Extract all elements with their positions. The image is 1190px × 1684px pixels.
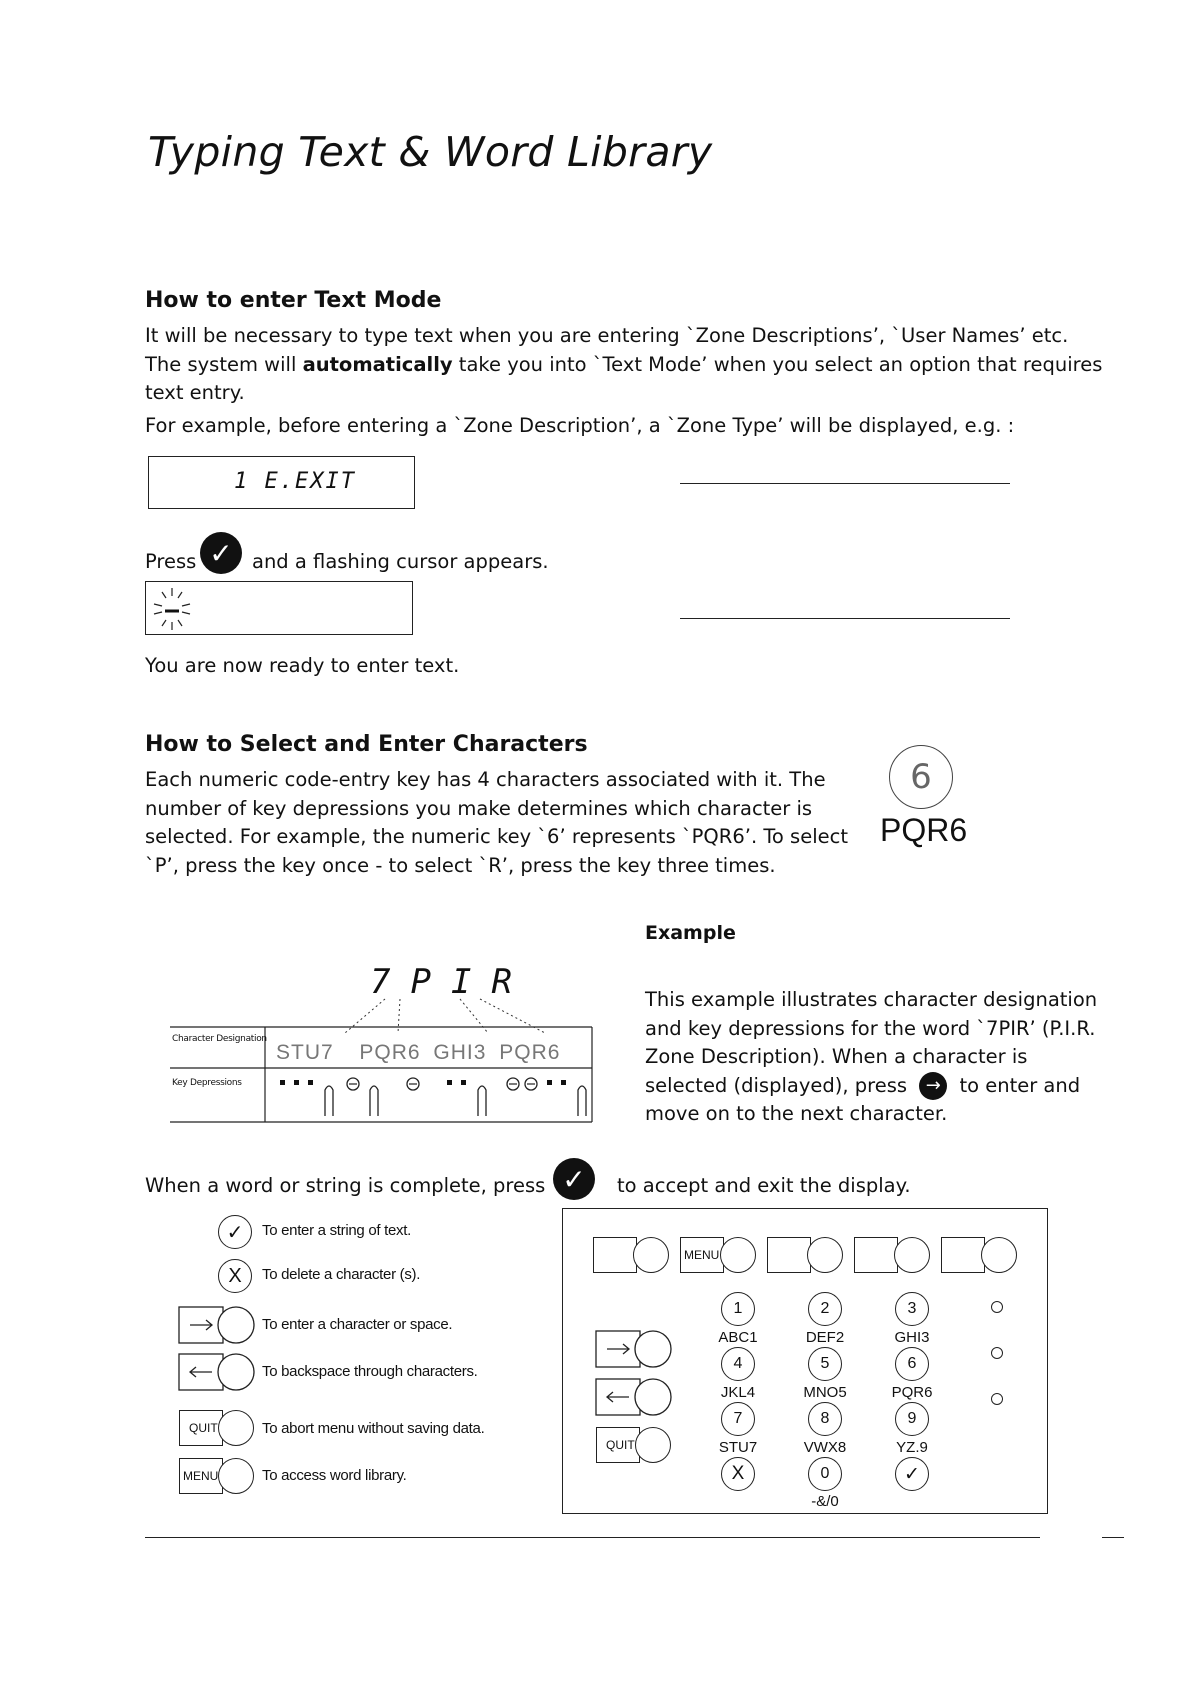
text-mode-paragraph xyxy=(145,322,1105,408)
key-circle xyxy=(807,1237,843,1273)
display-char: 7 xyxy=(370,962,411,1002)
para-line: It will be necessary to type text when you are entering `Zone Descriptions’, `User Names’ etc. xyxy=(145,324,1069,347)
legend-accept: To enter a string of text. xyxy=(262,1222,411,1239)
legend-menu: To access word library. xyxy=(262,1467,407,1484)
key-8[interactable]: 8 xyxy=(808,1402,842,1436)
note-line xyxy=(680,483,1010,484)
key-circle xyxy=(981,1237,1017,1273)
quit-key[interactable] xyxy=(595,1425,675,1467)
key-box xyxy=(941,1237,985,1273)
menu-key-icon xyxy=(178,1456,258,1498)
quit-key-label: QUIT xyxy=(179,1410,223,1446)
accept-key-icon: ✓ xyxy=(218,1215,252,1249)
key-delete[interactable]: X xyxy=(721,1457,755,1491)
para-text: The system will xyxy=(145,352,303,376)
function-key[interactable] xyxy=(941,1235,1021,1277)
key-circle xyxy=(633,1237,669,1273)
para-line: selected. For example, the numeric key `6’ represents `PQR6’. To select xyxy=(145,825,848,848)
example-paragraph xyxy=(645,986,1105,1129)
lcd-display-cursor xyxy=(145,581,413,635)
para-line: number of key depressions you make determines which character is xyxy=(145,796,813,820)
example-heading: Example xyxy=(645,922,736,944)
key-circle xyxy=(218,1458,254,1494)
char-group: PQR6 xyxy=(359,1041,421,1064)
display-char: I xyxy=(450,962,492,1002)
delete-key-icon: X xyxy=(218,1259,252,1293)
page-title: Typing Text & Word Library xyxy=(148,128,713,176)
para-line: and key depressions for the word `7PIR’ (P.I.R. xyxy=(645,1016,1096,1040)
key-6-icon xyxy=(889,745,953,809)
lcd-text: 1 E.EXIT xyxy=(234,469,356,494)
complete-text-b: to accept and exit the display. xyxy=(617,1174,911,1197)
char-group: STU7 xyxy=(276,1041,334,1064)
lcd-display-zone-type xyxy=(148,456,415,509)
row-label-depressions: Key Depressions xyxy=(172,1078,242,1088)
emphasis-text: automatically xyxy=(302,352,453,376)
complete-text-a: When a word or string is complete, press xyxy=(145,1174,546,1197)
menu-key-label: MENU xyxy=(179,1458,223,1494)
key-accept[interactable]: ✓ xyxy=(895,1457,929,1491)
legend-quit: To abort menu without saving data. xyxy=(262,1420,485,1437)
menu-function-key[interactable] xyxy=(680,1235,760,1277)
para-text: selected (displayed), press xyxy=(645,1073,908,1097)
key-9[interactable]: 9 xyxy=(895,1402,929,1436)
footer-rule xyxy=(145,1537,1040,1538)
key-3[interactable]: 3 xyxy=(895,1292,929,1326)
note-line xyxy=(680,618,1010,619)
key-circle xyxy=(218,1410,254,1446)
quit-key-icon xyxy=(178,1408,258,1450)
key-1-label: ABC1 xyxy=(718,1329,758,1346)
key-box xyxy=(593,1237,637,1273)
back-key-icon xyxy=(178,1352,258,1394)
ready-text: You are now ready to enter text. xyxy=(145,654,460,677)
key-4[interactable]: 4 xyxy=(721,1347,755,1381)
para-line xyxy=(645,1072,1105,1101)
key-circle xyxy=(635,1427,671,1463)
display-char: P xyxy=(410,962,451,1002)
para-line: This example illustrates character designation xyxy=(645,988,1098,1011)
key-2-label: DEF2 xyxy=(805,1329,845,1346)
flashing-cursor-icon xyxy=(150,584,194,632)
key-5[interactable]: 5 xyxy=(808,1347,842,1381)
key-box xyxy=(854,1237,898,1273)
key-box xyxy=(767,1237,811,1273)
para-line: move on to the next character. xyxy=(645,1102,948,1125)
key-circle xyxy=(894,1237,930,1273)
indicator-led xyxy=(991,1393,1003,1405)
key-1[interactable]: 1 xyxy=(721,1292,755,1326)
function-key[interactable] xyxy=(593,1235,673,1277)
para-text: take you into `Text Mode’ when you select an option that requires xyxy=(452,352,1103,376)
section-heading-characters: How to Select and Enter Characters xyxy=(145,732,588,757)
char-group: PQR6 xyxy=(499,1041,561,1064)
key-5-label: MNO5 xyxy=(803,1384,847,1401)
arrow-right-icon: → xyxy=(919,1072,947,1100)
para-line: Each numeric code-entry key has 4 characters associated with it. The xyxy=(145,768,826,791)
key-0[interactable]: 0 xyxy=(808,1457,842,1491)
forward-key-icon xyxy=(178,1305,258,1347)
check-icon: ✓ xyxy=(553,1158,595,1200)
menu-key-label: MENU xyxy=(680,1237,724,1273)
key-8-label: VWX8 xyxy=(803,1439,847,1456)
example-intro: For example, before entering a `Zone Description’, a `Zone Type’ will be displayed, e.g. : xyxy=(145,414,1015,437)
characters-paragraph xyxy=(145,766,865,880)
key-3-label: GHI3 xyxy=(894,1329,930,1346)
keypad-panel xyxy=(562,1208,1048,1514)
key-9-label: YZ.9 xyxy=(896,1439,928,1456)
indicator-led xyxy=(991,1347,1003,1359)
check-icon: ✓ xyxy=(200,532,242,574)
para-text: to enter and xyxy=(959,1073,1081,1097)
key-depressions-icons xyxy=(275,1072,595,1122)
key-6-label: PQR6 xyxy=(891,1384,933,1401)
indicator-led xyxy=(991,1301,1003,1313)
char-group: GHI3 xyxy=(433,1041,487,1064)
display-char: R xyxy=(491,962,532,1002)
key-4-label: JKL4 xyxy=(720,1384,756,1401)
para-line: Zone Description). When a character is xyxy=(645,1045,1028,1068)
key-digit: 6 xyxy=(910,757,932,797)
back-key-icon[interactable] xyxy=(595,1377,675,1419)
section-heading-text-mode: How to enter Text Mode xyxy=(145,288,442,313)
forward-key-icon[interactable] xyxy=(595,1329,675,1371)
legend-delete: To delete a character (s). xyxy=(262,1266,421,1283)
row-label-character: Character Designation xyxy=(172,1034,267,1044)
key-0-label: -&/0 xyxy=(811,1493,839,1510)
press-tail: and a flashing cursor appears. xyxy=(252,550,549,573)
function-key[interactable] xyxy=(767,1235,847,1277)
footer-rule-short xyxy=(1102,1537,1124,1538)
key-6-label: PQR6 xyxy=(880,812,968,848)
quit-key-label: QUIT xyxy=(596,1427,640,1463)
para-line: text entry. xyxy=(145,381,245,404)
press-label: Press xyxy=(145,550,197,573)
key-6[interactable]: 6 xyxy=(895,1347,929,1381)
para-line: `P’, press the key once - to select `R’, press the key three times. xyxy=(145,853,776,877)
key-circle xyxy=(720,1237,756,1273)
character-groups xyxy=(276,1041,560,1065)
key-7[interactable]: 7 xyxy=(721,1402,755,1436)
function-key[interactable] xyxy=(854,1235,934,1277)
legend-forward: To enter a character or space. xyxy=(262,1316,453,1333)
para-line xyxy=(145,351,1105,380)
legend-back: To backspace through characters. xyxy=(262,1363,478,1380)
key-2[interactable]: 2 xyxy=(808,1292,842,1326)
key-7-label: STU7 xyxy=(718,1439,758,1456)
